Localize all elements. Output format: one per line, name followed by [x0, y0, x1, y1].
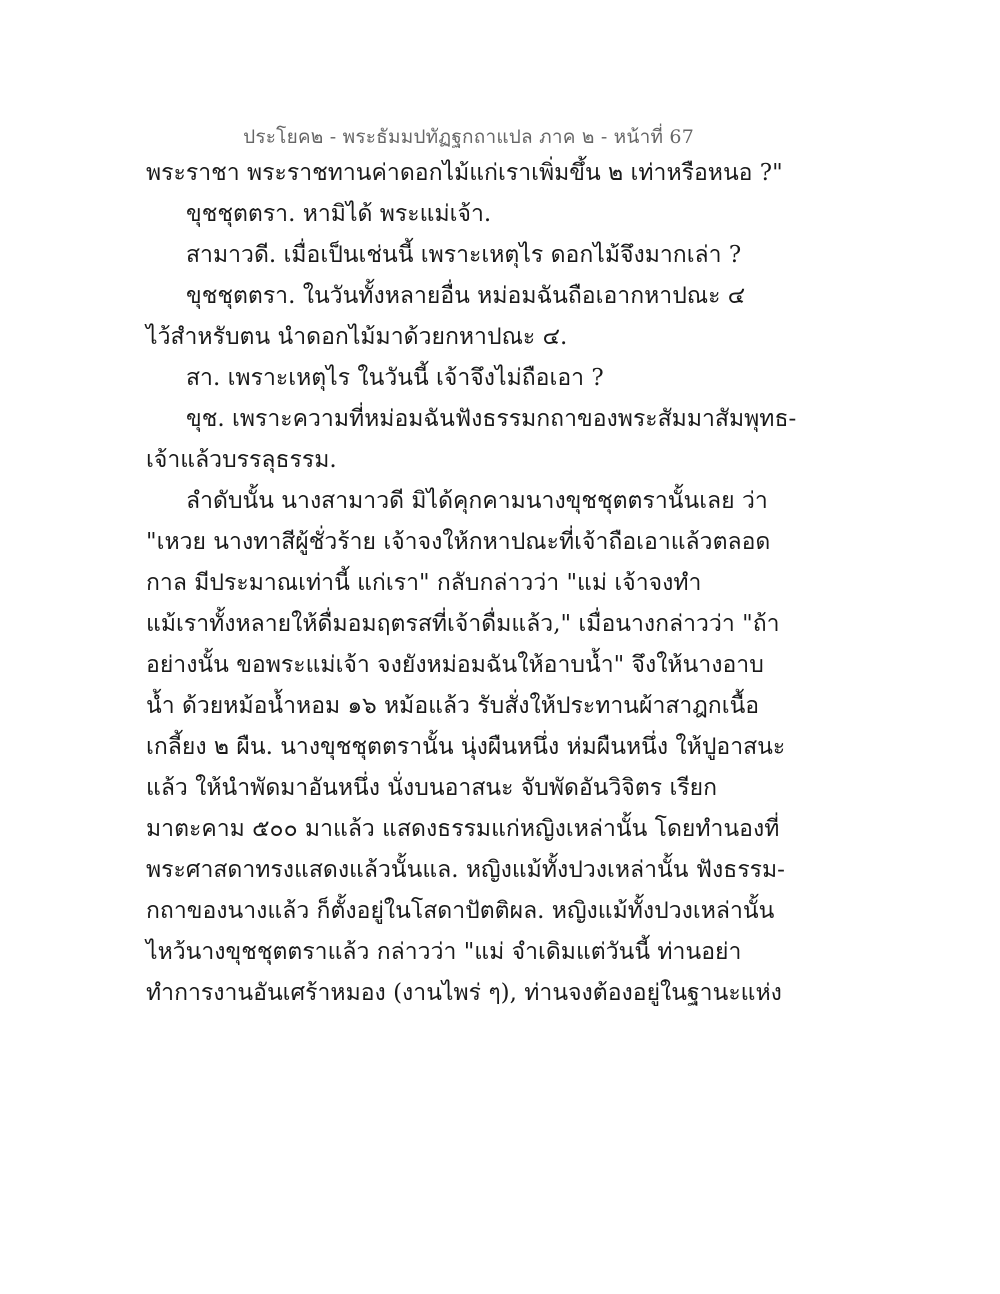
text-line: ขุชชุตตรา. ในวันทั้งหลายอื่น หม่อมฉันถือเอากหาปณะ ๔: [186, 283, 746, 309]
text-line: กถาของนางแล้ว ก็ตั้งอยู่ในโสดาปัตติผล. หญิงแม้ทั้งปวงเหล่านั้น: [146, 898, 775, 924]
text-line: กาล มีประมาณเท่านี้ แก่เรา" กลับกล่าวว่า "แม่ เจ้าจงทำ: [146, 570, 702, 596]
text-line: สา. เพราะเหตุไร ในวันนี้ เจ้าจึงไม่ถือเอา ?: [186, 365, 604, 391]
text-line: "เหวย นางทาสีผู้ชั่วร้าย เจ้าจงให้กหาปณะที่เจ้าถือเอาแล้วตลอด: [146, 529, 771, 555]
text-line: น้ำ ด้วยหม้อน้ำหอม ๑๖ หม้อแล้ว รับสั่งให้ประทานผ้าสาฎกเนื้อ: [146, 693, 760, 719]
text-line: ลำดับนั้น นางสามาวดี มิได้คุกคามนางขุชชุตตรานั้นเลย ว่า: [186, 488, 768, 514]
text-line: ขุช. เพราะความที่หม่อมฉันฟังธรรมกถาของพระสัมมาสัมพุทธ-: [186, 406, 797, 432]
text-line: เจ้าแล้วบรรลุธรรม.: [146, 447, 337, 473]
text-line: มาตะคาม ๕๐๐ มาแล้ว แสดงธรรมแก่หญิงเหล่านั้น โดยทำนองที่: [146, 816, 780, 842]
text-line: ไว้สำหรับตน นำดอกไม้มาด้วยกหาปณะ ๔.: [146, 324, 568, 350]
text-line: พระราชา พระราชทานค่าดอกไม้แก่เราเพิ่มขึ้น ๒ เท่าหรือหนอ ?": [146, 160, 783, 186]
text-line: ทำการงานอันเศร้าหมอง (งานไพร่ ๆ), ท่านจงต้องอยู่ในฐานะแห่ง: [146, 980, 782, 1006]
text-line: ขุชชุตตรา. หามิได้ พระแม่เจ้า.: [186, 201, 492, 227]
text-line: แม้เราทั้งหลายให้ดื่มอมฤตรสที่เจ้าดื่มแล้ว," เมื่อนางกล่าวว่า "ถ้า: [146, 611, 780, 637]
text-line: สามาวดี. เมื่อเป็นเช่นนี้ เพราะเหตุไร ดอกไม้จึงมากเล่า ?: [186, 242, 742, 268]
running-head: ประโยค๒ - พระธัมมปทัฏฐกถาแปล ภาค ๒ - หน้าที่ 67: [243, 126, 694, 148]
text-line: แล้ว ให้นำพัดมาอันหนึ่ง นั่งบนอาสนะ จับพัดอันวิจิตร เรียก: [146, 775, 718, 801]
text-line: เกลี้ยง ๒ ผืน. นางขุชชุตตรานั้น นุ่งผืนหนึ่ง ห่มผืนหนึ่ง ให้ปูอาสนะ: [146, 734, 786, 760]
text-line: พระศาสดาทรงแสดงแล้วนั้นแล. หญิงแม้ทั้งปวงเหล่านั้น ฟังธรรม-: [146, 857, 785, 883]
text-line: อย่างนั้น ขอพระแม่เจ้า จงยังหม่อมฉันให้อาบน้ำ" จึงให้นางอาบ: [146, 652, 764, 678]
text-line: ไหว้นางขุชชุตตราแล้ว กล่าวว่า "แม่ จำเดิมแต่วันนี้ ท่านอย่า: [146, 939, 742, 965]
